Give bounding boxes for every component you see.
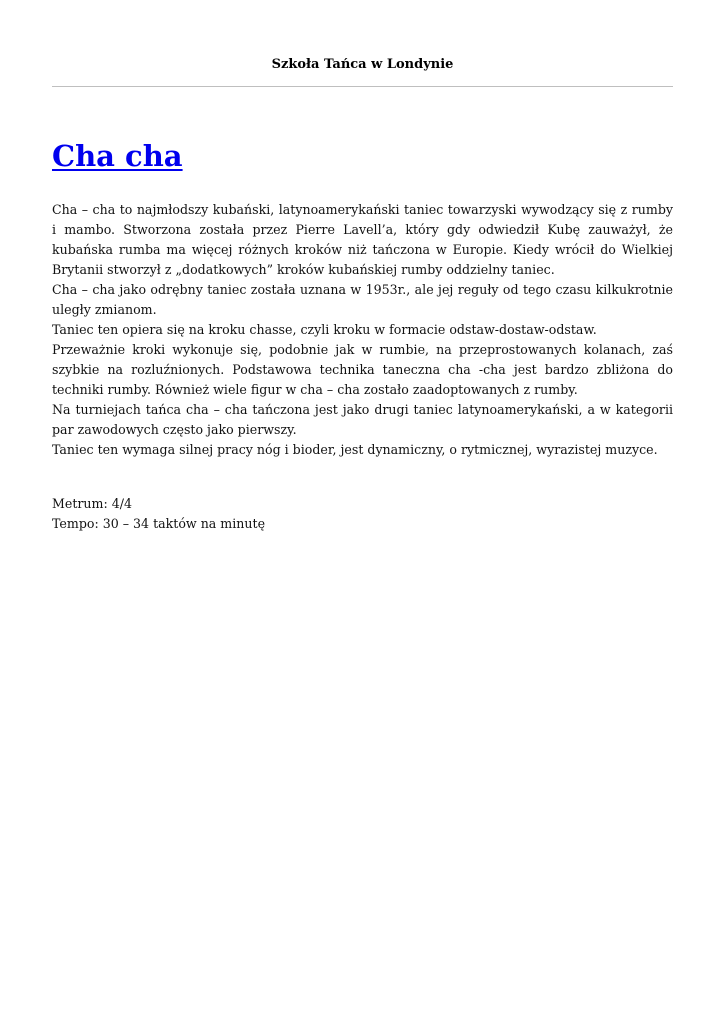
article-paragraph: Cha – cha jako odrębny taniec została uznana w 1953r., ale jej reguły od tego czasu kilkukrotnie uległy zmianom. [52,282,673,317]
header-divider [52,86,673,87]
dance-meta [52,494,673,534]
tempo-info: Tempo: 30 – 34 taktów na minutę [52,516,266,531]
article-paragraph: Taniec ten wymaga silnej pracy nóg i bioder, jest dynamiczny, o rytmicznej, wyrazistej muzyce. [52,442,658,457]
meter-info: Metrum: 4/4 [52,496,132,511]
article-paragraph: Przeważnie kroki wykonuje się, podobnie jak w rumbie, na przeprostowanych kolanach, zaś szybkie na rozluźnionych. Podstawowa technika taneczna cha -cha jest bardzo zbliżona do techniki rumby. Również wiele figur w cha – cha zostało zaadoptowanych z rumby. [52,342,673,397]
article-title [52,136,183,176]
article-paragraph: Na turniejach tańca cha – cha tańczona jest jako drugi taniec latynoamerykański, a w kategorii par zawodowych często jako pierwszy. [52,402,673,437]
article-paragraph: Taniec ten opiera się na kroku chasse, czyli kroku w formacie odstaw-dostaw-odstaw. [52,322,597,337]
article-paragraph: Cha – cha to najmłodszy kubański, latynoamerykański taniec towarzyski wywodzący się z rumby i mambo. Stworzona została przez Pierre Lavell’a, który gdy odwiedził Kubę zauważył, że kubańska rumba ma więcej różnych kroków niż tańczona w Europie. Kiedy wrócił do Wielkiej Brytanii stworzył z „dodatkowych” kroków kubańskiej rumby oddzielny taniec. [52,202,673,277]
article-title-link[interactable]: Cha cha [52,139,183,173]
article-body [52,200,673,460]
page-header: Szkoła Tańca w Londynie [271,57,454,72]
